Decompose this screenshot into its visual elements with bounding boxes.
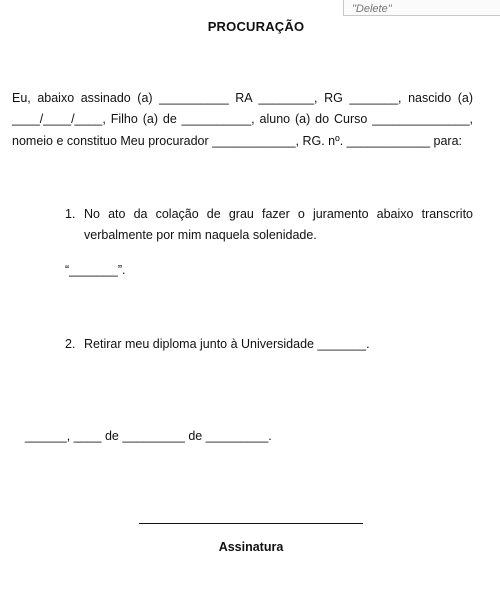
comment-box — [343, 0, 500, 16]
intro-line-3: nomeio e constituo Meu procurador ____________, RG. nº. ____________ para: — [12, 134, 463, 148]
item-2-number: 2. — [65, 337, 76, 351]
document-title: PROCURAÇÃO — [207, 19, 305, 34]
intro-line-2: ____/____/____, Filho (a) de __________, aluno (a) do Curso ______________, — [12, 112, 473, 126]
item-1-line-2: verbalmente por mim naquela solenidade. — [84, 228, 317, 242]
date-line: ______, ____ de _________ de _________. — [25, 429, 272, 443]
item-1-number: 1. — [65, 207, 76, 221]
item-2-line-1: Retirar meu diploma junto à Universidade _______. — [84, 337, 370, 351]
oath-placeholder: “_______”. — [65, 263, 126, 277]
signature-label: Assinatura — [218, 540, 284, 554]
item-1-line-1: No ato da colação de grau fazer o juramento abaixo transcrito — [84, 207, 473, 221]
comment-text: "Delete" — [352, 3, 392, 15]
intro-line-1: Eu, abaixo assinado (a) __________ RA ________, RG _______, nascido (a) — [12, 91, 473, 105]
signature-line — [139, 523, 363, 524]
